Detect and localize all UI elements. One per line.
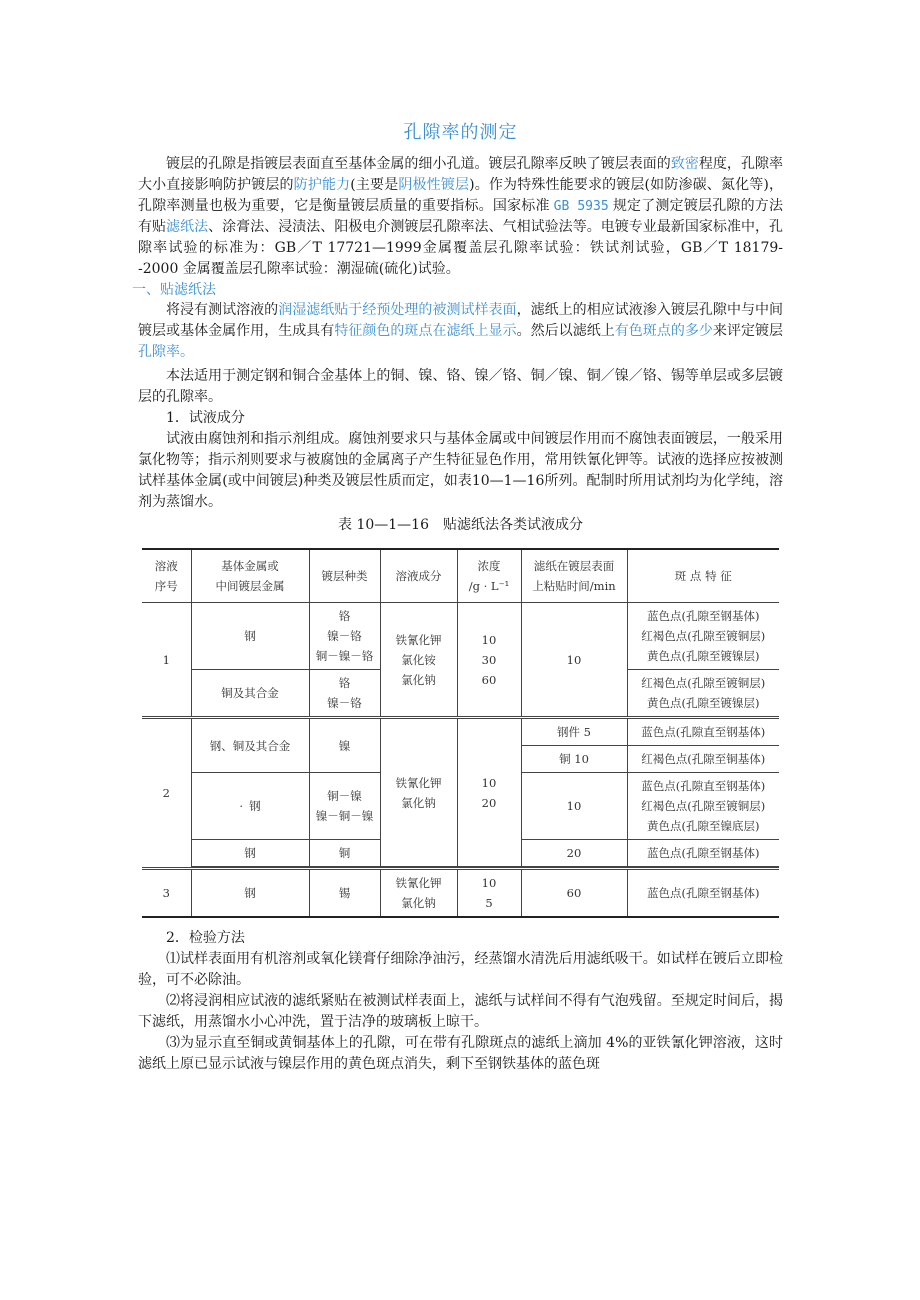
coating-type: 铜: [309, 840, 380, 867]
text: 将浸有测试溶液的: [166, 302, 279, 318]
link-protection[interactable]: 防护能力: [293, 177, 351, 193]
link-color-spots[interactable]: 特征颜色的斑点在滤纸上显示: [334, 323, 517, 339]
link-gb5935[interactable]: GB 5935: [553, 199, 609, 214]
method-step: ⑴试样表面用有机溶剂或氧化镁膏仔细除净油污，经蒸馏水清洗后用滤纸吸干。如试样在镀后立即检验，可不必除油。: [138, 951, 783, 988]
text: 来评定镀层: [712, 323, 784, 339]
section-paragraph: [138, 300, 783, 363]
text: (主要是: [350, 177, 399, 193]
base-metal: 钢、铜及其合金: [191, 718, 309, 773]
solution-components: 铁氰化钾 氯化钠: [380, 718, 457, 867]
coating-type: 铬 镍－铬: [309, 670, 380, 718]
page-title: 孔隙率的测定: [403, 122, 518, 143]
text: 规定了测定镀层孔隙的方法有贴: [138, 198, 783, 235]
spot-feature: 蓝色点(孔隙直至钢基体) 红褐色点(孔隙至镀铜层) 黄色点(孔隙至镍底层): [627, 773, 779, 840]
header-cell: 浓度 /g · L⁻¹: [457, 549, 521, 603]
solution-components: 铁氰化钾 氯化铵 氯化钠: [380, 603, 457, 718]
text: ，滤纸上的相应试液渗入镀层孔隙中与中间镀层或基体金属作用，生成具有: [138, 302, 784, 339]
coating-type: 铜－镍 镍－铜－镍: [309, 773, 380, 840]
base-metal: 钢: [191, 869, 309, 918]
link-dense[interactable]: 致密: [670, 156, 699, 172]
base-metal: 钢: [191, 603, 309, 670]
subheading-solution: 1．试液成分: [166, 410, 245, 426]
base-metal: 铜及其合金: [191, 670, 309, 718]
concentration: 10 5: [457, 869, 521, 918]
link-cathodic-coating[interactable]: 阴极性镀层: [398, 177, 470, 193]
paste-time: 10: [521, 603, 627, 718]
method-step: ⑶为显示直至铜或黄铜基体上的孔隙，可在带有孔隙斑点的滤纸上滴加 4%的亚铁氰化钾溶液，这时滤纸上原已显示试液与镍层作用的黄色斑点消失，剩下至钢铁基体的蓝色斑: [138, 1035, 783, 1072]
table-row: [142, 869, 779, 918]
spot-feature: 蓝色点(孔隙至钢基体): [627, 869, 779, 918]
link-spot-count[interactable]: 有色斑点的多少: [614, 323, 713, 339]
header-cell: 滤纸在镀层表面 上粘贴时间/min: [521, 549, 627, 603]
solution-components: 铁氰化钾 氯化钠: [380, 869, 457, 918]
paste-time: 铜 10: [521, 746, 627, 773]
link-porosity[interactable]: 孔隙率。: [138, 344, 194, 360]
link-wet-filter-paper[interactable]: 润湿滤纸贴于经预处理的被测试样表面: [278, 302, 517, 318]
base-metal: 钢: [191, 840, 309, 867]
spot-feature: 红褐色点(孔隙至铜基体): [627, 746, 779, 773]
text: 、涂膏法、浸渍法、阳极电介测镀层孔隙率法、气相试验法等。电镀专业最新国家标准中，孔隙率试验的标准为：GB／T 17721—1999金属覆盖层孔隙率试验：铁试剂试验，GB／T 18179--2000 金属覆盖层孔隙率试验：潮湿硫(硫化)试验。: [138, 219, 784, 277]
header-cell: 斑 点 特 征: [627, 549, 779, 603]
spot-feature: 蓝色点(孔隙直至钢基体): [627, 718, 779, 746]
table-caption: 表 10—1—16 贴滤纸法各类试液成分: [338, 517, 583, 533]
text: 程度，孔隙率大小直接影响防护镀层的: [138, 156, 784, 193]
spot-feature: 红褐色点(孔隙至镀铜层) 黄色点(孔隙至镀镍层): [627, 670, 779, 718]
solution-number: 3: [142, 869, 191, 918]
table-row: [142, 718, 779, 746]
solution-table: [142, 548, 779, 918]
scope-paragraph: 本法适用于测定钢和铜合金基体上的铜、镍、铬、镍／铬、铜／镍、铜／镍／铬、锡等单层或多层镀层的孔隙率。: [138, 368, 783, 405]
text: 。然后以滤纸上: [516, 323, 615, 339]
text: 镀层的孔隙是指镀层表面直至基体金属的细小孔道。镀层孔隙率反映了镀层表面的: [166, 156, 671, 172]
spot-feature: 蓝色点(孔隙至钢基体): [627, 840, 779, 867]
concentration: 10 20: [457, 718, 521, 867]
solution-number: 1: [142, 603, 191, 718]
text: )。作为特殊性能要求的镀层(如防渗碳、氮化等)，孔隙率测量也极为重要，它是衡量镀层质量的重要指标。国家标准: [138, 177, 784, 214]
base-metal: · 钢: [191, 773, 309, 840]
coating-type: 铬 镍－铬 铜－镍－铬: [309, 603, 380, 670]
header-cell: 溶液成分: [380, 549, 457, 603]
coating-type: 锡: [309, 869, 380, 918]
paste-time: 20: [521, 840, 627, 867]
link-filter-paper[interactable]: 滤纸法: [166, 219, 209, 235]
header-cell: 溶液 序号: [142, 549, 191, 603]
section-heading[interactable]: 一、贴滤纸法: [132, 282, 216, 298]
header-cell: 镀层种类: [309, 549, 380, 603]
document-body: [132, 118, 784, 1075]
paste-time: 钢件 5: [521, 718, 627, 746]
solution-paragraph: 试液由腐蚀剂和指示剂组成。腐蚀剂要求只与基体金属或中间镀层作用而不腐蚀表面镀层，一般采用氯化物等；指示剂则要求与被腐蚀的金属离子产生特征显色作用，常用铁氰化钾等。试液的选择应按被测试样基体金属(或中间镀层)种类及镀层性质而定，如表10—1—16所列。配制时所用试剂均为化学纯，溶剂为蒸馏水。: [138, 431, 783, 510]
coating-type: 镍: [309, 718, 380, 773]
solution-number: 2: [142, 718, 191, 869]
concentration: 10 30 60: [457, 603, 521, 718]
spot-feature: 蓝色点(孔隙至钢基体) 红褐色点(孔隙至镀铜层) 黄色点(孔隙至镀镍层): [627, 603, 779, 670]
paste-time: 60: [521, 869, 627, 918]
table-row: [142, 603, 779, 670]
table-header-row: [142, 549, 779, 603]
method-step: ⑵将浸润相应试液的滤纸紧贴在被测试样表面上，滤纸与试样间不得有气泡残留。至规定时间后，揭下滤纸，用蒸馏水小心冲洗，置于洁净的玻璃板上晾干。: [138, 993, 783, 1030]
header-cell: 基体金属或 中间镀层金属: [191, 549, 309, 603]
subheading-method: 2．检验方法: [166, 930, 245, 946]
paste-time: 10: [521, 773, 627, 840]
intro-paragraph: [138, 154, 783, 280]
